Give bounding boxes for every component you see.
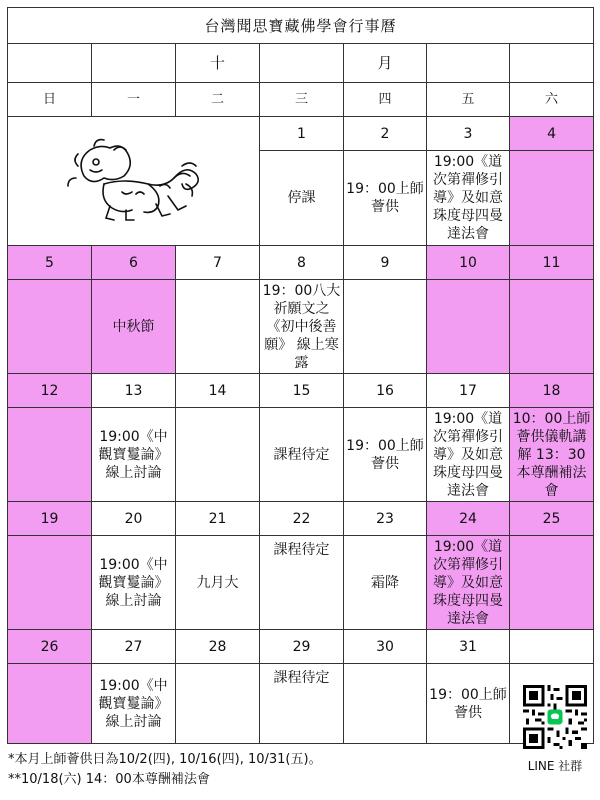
event-cell — [8, 280, 92, 374]
event-text: 19：00上師薈供 — [346, 437, 424, 472]
event-cell — [260, 408, 344, 502]
date-cell: 4 — [510, 117, 594, 151]
weekday-sat: 六 — [510, 83, 594, 117]
event-cell — [176, 280, 260, 374]
event-cell — [8, 664, 92, 744]
event-cell — [8, 408, 92, 502]
event-text: 19：00上師薈供 — [346, 181, 424, 215]
date-cell: 22 — [260, 502, 344, 536]
date-cell: 14 — [176, 374, 260, 408]
event-text: 19：00上師薈供 — [429, 686, 507, 721]
event-text: 課程待定 — [273, 670, 330, 686]
event-cell — [176, 664, 260, 744]
month-cell-empty — [427, 44, 510, 83]
weekday-tue: 二 — [176, 83, 260, 117]
event-row — [8, 536, 594, 630]
event-cell — [510, 280, 594, 374]
date-cell: 24 — [427, 502, 510, 536]
event-row — [8, 664, 594, 744]
event-cell — [260, 280, 344, 374]
date-cell: 1 — [260, 117, 344, 151]
event-cell — [510, 408, 594, 502]
footnote: *本月上師薈供日為10/2(四), 10/16(四), 10/31(五)。 — [8, 752, 322, 767]
date-cell: 30 — [344, 630, 427, 664]
date-cell: 28 — [176, 630, 260, 664]
date-cell: 29 — [260, 630, 344, 664]
event-cell — [8, 536, 92, 630]
event-row — [8, 280, 594, 374]
event-cell — [260, 151, 344, 246]
event-text: 停課 — [287, 190, 316, 206]
event-cell — [92, 664, 176, 744]
event-cell — [344, 280, 427, 374]
date-cell: 31 — [427, 630, 510, 664]
event-cell — [92, 536, 176, 630]
date-cell: 25 — [510, 502, 594, 536]
event-cell — [344, 151, 427, 246]
weekday-thu: 四 — [344, 83, 427, 117]
month-row — [8, 44, 594, 83]
date-cell: 23 — [344, 502, 427, 536]
date-row — [8, 502, 594, 536]
qr-code-icon[interactable] — [523, 685, 587, 749]
date-cell: 8 — [260, 246, 344, 280]
date-row — [8, 630, 594, 664]
date-row — [8, 246, 594, 280]
event-text: 課程待定 — [273, 542, 330, 558]
event-cell — [427, 151, 510, 246]
date-cell: 20 — [92, 502, 176, 536]
date-cell: 21 — [176, 502, 260, 536]
event-text: 19：00八大祈願文之《初中後善願》 線上寒露 — [262, 282, 341, 371]
date-cell: 2 — [344, 117, 427, 151]
event-text: 九月大 — [196, 574, 239, 591]
date-cell: 26 — [8, 630, 92, 664]
date-cell: 11 — [510, 246, 594, 280]
footnotes — [8, 750, 322, 790]
weekday-header-row — [8, 83, 594, 117]
event-cell — [344, 664, 427, 744]
date-cell — [510, 630, 594, 664]
event-cell — [510, 536, 594, 630]
event-cell — [176, 408, 260, 502]
event-text: 19:00《道次第禪修引導》及如意珠度母四曼達法會 — [433, 154, 503, 242]
month-cell-empty — [8, 44, 92, 83]
event-cell — [427, 280, 510, 374]
event-cell — [427, 536, 510, 630]
event-text: 10：00上師薈供儀軌講解 13：30本尊酬補法會 — [512, 410, 591, 499]
date-cell: 7 — [176, 246, 260, 280]
date-cell: 15 — [260, 374, 344, 408]
lion-illustration-cell — [8, 117, 260, 246]
event-cell — [344, 408, 427, 502]
event-text: 霜降 — [371, 574, 399, 591]
weekday-fri: 五 — [427, 83, 510, 117]
weekday-sun: 日 — [8, 83, 92, 117]
event-cell — [92, 408, 176, 502]
event-text: 19:00《道次第禪修引導》及如意珠度母四曼達法會 — [433, 538, 503, 627]
date-cell: 6 — [92, 246, 176, 280]
weekday-wed: 三 — [260, 83, 344, 117]
footnote: **10/18(六) 14：00本尊酬補法會 — [8, 772, 210, 787]
date-cell: 13 — [92, 374, 176, 408]
event-cell — [260, 536, 344, 630]
date-cell: 18 — [510, 374, 594, 408]
date-cell: 12 — [8, 374, 92, 408]
line-group-label: LINE 社群 — [527, 759, 583, 773]
line-qr-block — [515, 685, 595, 774]
event-text: 課程待定 — [273, 446, 330, 463]
date-cell: 9 — [344, 246, 427, 280]
date-cell: 16 — [344, 374, 427, 408]
event-cell — [510, 151, 594, 246]
date-row — [8, 117, 594, 151]
month-cell-empty — [510, 44, 594, 83]
date-cell: 27 — [92, 630, 176, 664]
date-row — [8, 374, 594, 408]
event-row — [8, 408, 594, 502]
date-cell: 17 — [427, 374, 510, 408]
event-cell — [176, 536, 260, 630]
event-cell — [427, 408, 510, 502]
date-cell: 5 — [8, 246, 92, 280]
event-text: 中秋節 — [112, 318, 155, 335]
event-text: 19:00《中觀寶鬘論》線上討論 — [98, 556, 169, 609]
month-char-1: 十 — [176, 44, 260, 83]
snow-lion-illustration — [64, 136, 204, 226]
event-cell — [344, 536, 427, 630]
event-text: 19:00《中觀寶鬘論》線上討論 — [98, 677, 169, 730]
event-cell — [260, 664, 344, 744]
event-text: 19:00《道次第禪修引導》及如意珠度母四曼達法會 — [433, 410, 503, 499]
month-cell-empty — [260, 44, 344, 83]
date-cell: 10 — [427, 246, 510, 280]
date-cell: 19 — [8, 502, 92, 536]
weekday-mon: 一 — [92, 83, 176, 117]
event-cell — [92, 280, 176, 374]
calendar-table — [7, 7, 594, 744]
month-char-2: 月 — [344, 44, 427, 83]
month-cell-empty — [92, 44, 176, 83]
event-text: 19:00《中觀寶鬘論》線上討論 — [98, 428, 169, 481]
date-cell: 3 — [427, 117, 510, 151]
event-cell — [427, 664, 510, 744]
calendar-title: 台灣聞思寶藏佛學會行事曆 — [8, 8, 594, 44]
